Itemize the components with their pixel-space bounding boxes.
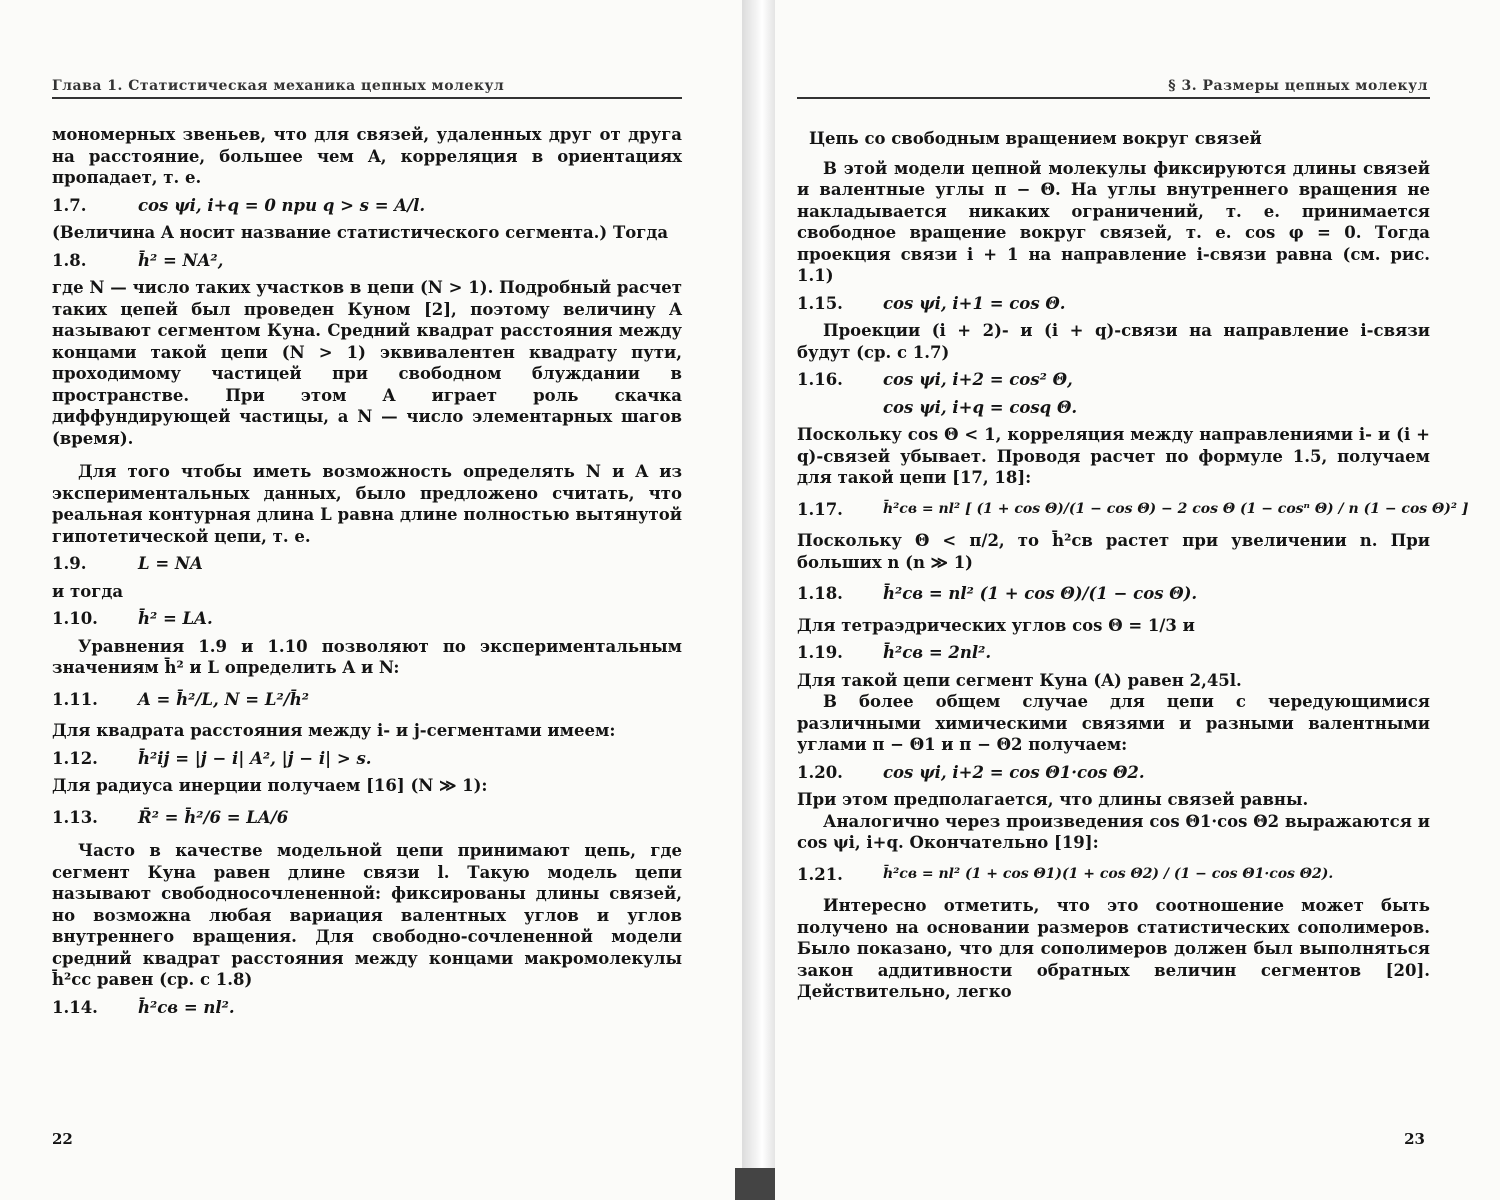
equation-formula: cos ψi, i+1 = cos Θ.: [883, 293, 1066, 313]
paragraph: Для тетраэдрических углов cos Θ = 1/3 и: [797, 615, 1195, 635]
running-head-left: Глава 1. Статистическая механика цепных молекул: [52, 78, 505, 94]
equation-1-16b: [797, 397, 1430, 419]
equation-formula: R̄² = h̄²/6 = LA/6: [138, 807, 289, 827]
equation-formula: A = h̄²/L, N = L²/h̄²: [138, 689, 309, 709]
paragraph: При этом предполагается, что длины связей равны.: [797, 790, 1309, 809]
paragraph: Поскольку cos Θ < 1, корреляция между направлениями i- и (i + q)-связей убывает. Проводя расчет по формуле 1.5, получаем для такой цепи [17, 18]:: [797, 425, 1430, 487]
equation-number: 1.9.: [52, 554, 87, 573]
paragraph: Аналогично через произведения cos Θ1·cos Θ2 выражаются и cos ψi, i+q. Окончательно [19]:: [797, 811, 1430, 852]
paragraph: Уравнения 1.9 и 1.10 позволяют по экспериментальным значениям h̄² и L определить A и N:: [52, 636, 682, 677]
equation-number: 1.12.: [52, 748, 98, 768]
equation-number: 1.11.: [52, 689, 98, 709]
equation-number: 1.10.: [52, 609, 98, 628]
equation-1-20: [797, 762, 1430, 784]
paragraph: и тогда: [52, 581, 124, 601]
equation-1-12: [52, 748, 682, 770]
paragraph: (Величина A носит название статистического сегмента.) Тогда: [52, 223, 669, 242]
equation-1-15: [797, 293, 1430, 315]
paragraph: В более общем случае для цепи с чередующимися различными химическими связями и разными валентными углами π − Θ1 и π − Θ2 получаем:: [797, 692, 1430, 754]
paragraph: Для квадрата расстояния между i- и j-сегментами имеем:: [52, 721, 616, 740]
paragraph: Для радиуса инерции получаем [16] (N ≫ 1):: [52, 776, 488, 795]
equation-formula: L = NA: [138, 554, 203, 573]
equation-formula: h̄²св = 2nl².: [883, 643, 992, 662]
equation-1-14: [52, 997, 682, 1019]
equation-formula: h̄²ij = |j − i| A², |j − i| > s.: [138, 748, 372, 768]
equation-1-18: [797, 583, 1430, 605]
equation-number: 1.17.: [797, 499, 843, 519]
paragraph: Поскольку Θ < π/2, то h̄²св растет при увеличении n. При больших n (n ≫ 1): [797, 531, 1430, 572]
equation-number: 1.13.: [52, 807, 98, 827]
equation-1-16a: [797, 369, 1430, 391]
paragraph: Часто в качестве модельной цепи принимают цепь, где сегмент Куна равен длине связи l. Такую модель цепи называют свободносочлененной: фиксированы длины связей, но возможна любая вариация валентных углов и углов внутреннего вращения. Для свободно-сочлененной модели средний квадрат расстояния между концами макромолекулы h̄²сс равен (ср. с 1.8): [52, 841, 682, 989]
paragraph: Проекции (i + 2)- и (i + q)-связи на направление i-связи будут (ср. с 1.7): [797, 321, 1430, 362]
equation-formula: h̄²св = nl².: [138, 997, 235, 1017]
section-title: Цепь со свободным вращением вокруг связей: [809, 129, 1262, 148]
equation-1-10: [52, 608, 682, 630]
equation-formula: h̄²св = nl² [ (1 + cos Θ)/(1 − cos Θ) − 2 cos Θ (1 − cosⁿ Θ) / n (1 − cos Θ)² ]: [883, 500, 1469, 517]
equation-number: 1.18.: [797, 584, 843, 603]
equation-formula: h̄² = NA²,: [138, 250, 224, 270]
right-page: [775, 0, 1500, 1200]
equation-1-13: [52, 807, 682, 829]
equation-formula: h̄² = LA.: [138, 609, 213, 628]
equation-formula: cos ψi, i+2 = cos² Θ,: [883, 370, 1073, 389]
equation-number: 1.16.: [797, 370, 843, 389]
equation-1-17: [797, 499, 1469, 521]
equation-1-8: [52, 250, 682, 272]
equation-formula: cos ψi, i+q = cosq Θ.: [883, 397, 1078, 417]
running-head-right: § 3. Размеры цепных молекул: [1168, 78, 1428, 94]
equation-number: 1.21.: [797, 864, 843, 884]
right-page-body: [797, 124, 1469, 1003]
equation-number: 1.20.: [797, 762, 843, 782]
equation-1-19: [797, 642, 1430, 664]
equation-number: 1.7.: [52, 195, 87, 215]
equation-1-11: [52, 689, 682, 711]
paragraph: Для такой цепи сегмент Куна (A) равен 2,45l.: [797, 670, 1242, 690]
equation-1-21: [797, 864, 1430, 886]
equation-number: 1.19.: [797, 643, 843, 662]
equation-formula: cos ψi, i+2 = cos Θ1·cos Θ2.: [883, 762, 1145, 782]
paragraph: Для того чтобы иметь возможность определять N и A из экспериментальных данных, было предложено считать, что реальная контурная длина L равна длине полностью вытянутой гипотетической цепи, т. е.: [52, 462, 682, 546]
paragraph: мономерных звеньев, что для связей, удаленных друг от друга на расстояние, большее чем A, корреляция в ориентациях пропадает, т. е.: [52, 125, 682, 187]
equation-formula: h̄²св = nl² (1 + cos Θ1)(1 + cos Θ2) / (1 − cos Θ1·cos Θ2).: [883, 865, 1334, 882]
paragraph: где N — число таких участков в цепи (N > 1). Подробный расчет таких цепей был проведен Куном [2], поэтому величину A называют сегментом Куна. Средний квадрат расстояния между концами такой цепи (N > 1) эквивалентен квадрату пути, проходимому частицей при свободном блуждании в пространстве. При этом A играет роль скачка диффундирующей частицы, а N — число элементарных шагов (время).: [52, 278, 682, 448]
head-rule-left: [52, 97, 682, 99]
left-page: [0, 0, 742, 1200]
equation-1-9: [52, 553, 682, 575]
page-number-left: 22: [52, 1130, 73, 1148]
equation-formula: cos ψi, i+q = 0 при q > s = A/l.: [138, 195, 426, 215]
left-page-body: [52, 124, 682, 1024]
page-number-right: 23: [1404, 1130, 1425, 1148]
equation-number: 1.14.: [52, 997, 98, 1017]
equation-number: 1.15.: [797, 293, 843, 313]
head-rule-right: [797, 97, 1430, 99]
equation-formula: h̄²св = nl² (1 + cos Θ)/(1 − cos Θ).: [883, 584, 1198, 603]
equation-1-7: [52, 195, 682, 217]
paragraph: В этой модели цепной молекулы фиксируются длины связей и валентные углы π − Θ. На углы внутреннего вращения не накладывается никаких ограничений, т. е. принимается свободное вращение вокруг связей, т. е. cos φ = 0. Тогда проекция связи i + 1 на направление i-связи равна (см. рис. 1.1): [797, 158, 1430, 285]
paragraph: Интересно отметить, что это соотношение может быть получено на основании размеров статистических сополимеров. Было показано, что для сополимеров должен был выполняться закон аддитивности обратных величин сегментов [20]. Действительно, легко: [797, 896, 1430, 1001]
book-gutter: [742, 0, 775, 1200]
equation-number: 1.8.: [52, 250, 87, 270]
